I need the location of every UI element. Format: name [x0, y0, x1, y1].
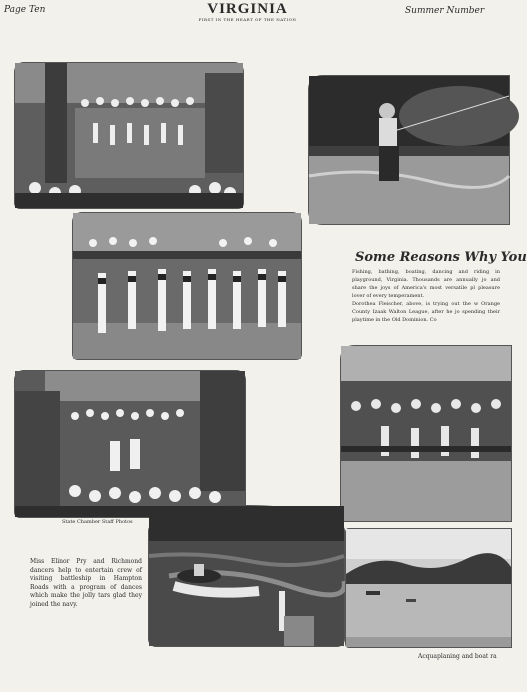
aquaplaning-photo: [148, 505, 345, 647]
battleship-deck-dancers-photo: [14, 62, 244, 209]
sailors-dancing-photo: [72, 212, 302, 360]
sailors-crowd-photo: [14, 370, 246, 518]
photo-credit: State Chamber Staff Photos: [62, 519, 133, 525]
masthead-tagline: FIRST IN THE HEART OF THE NATION: [198, 17, 297, 22]
article-headline: Some Reasons Why You: [355, 250, 527, 265]
boat-race-lake-photo: [345, 528, 512, 648]
page-number: Page Ten: [4, 5, 46, 15]
beach-crowd-photo: [340, 345, 512, 522]
masthead: [180, 2, 315, 22]
masthead-title: VIRGINIA: [207, 1, 288, 17]
navy-dancers-caption: Miss Elinor Pry and Richmond dancers help to entertain crew of visiting battleship in Hampton Roads with a program of dances which make the jolly tars glad they joined the navy.: [30, 558, 142, 608]
issue-label: Summer Number: [405, 6, 485, 16]
girl-fishing-photo: [308, 75, 510, 225]
aquaplaning-caption: Acquaplaning and boat ra: [418, 653, 497, 660]
article-body: Fishing, bathing, boating, dancing and riding in playground, Virginia. Thousands are annually jo and share the joys of America's most versatile pl pleasure lover of every temperament. Dorothea Fleischer, above, is trying out the w Orange County Izaak Walton League, after he jo spending their playtime in the Old Dominion. Co: [352, 269, 500, 323]
